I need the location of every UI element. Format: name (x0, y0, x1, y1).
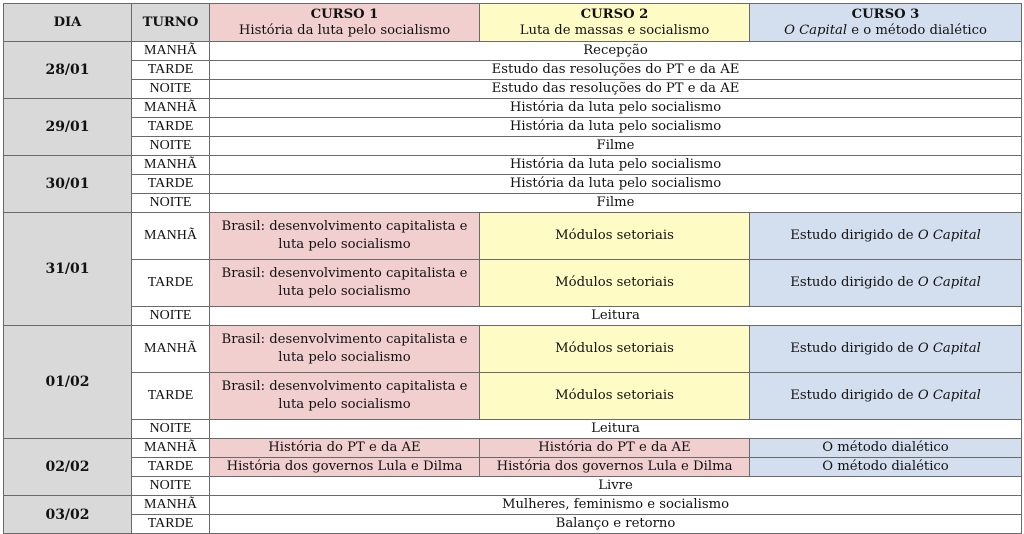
schedule-table (3, 3, 1022, 534)
activity-cell: Mulheres, feminismo e socialismo (210, 496, 1022, 515)
turno-cell: TARDE (132, 260, 210, 307)
table-row (4, 80, 1022, 99)
table-row (4, 137, 1022, 156)
curso1-cell: Brasil: desenvolvimento capitalista e luta pelo socialismo (210, 326, 480, 373)
curso3-cell: O método dialético (750, 458, 1022, 477)
table-row (4, 213, 1022, 260)
curso2-subtitle: Luta de massas e socialismo (519, 22, 710, 38)
curso3-cell-text: Estudo dirigido de (790, 388, 918, 403)
table-row (4, 439, 1022, 458)
table-row (4, 373, 1022, 420)
activity-cell: Estudo das resoluções do PT e da AE (210, 80, 1022, 99)
header-dia: DIA (4, 4, 132, 42)
turno-cell: MANHÃ (132, 213, 210, 260)
table-row (4, 477, 1022, 496)
activity-cell: Filme (210, 194, 1022, 213)
turno-cell: NOITE (132, 80, 210, 99)
day-cell: 03/02 (4, 496, 132, 534)
turno-cell: NOITE (132, 307, 210, 326)
turno-cell: MANHÃ (132, 439, 210, 458)
curso3-cell-italic: O Capital (917, 228, 981, 243)
activity-cell: Leitura (210, 420, 1022, 439)
turno-cell: TARDE (132, 61, 210, 80)
curso3-cell: O método dialético (750, 439, 1022, 458)
turno-cell: NOITE (132, 137, 210, 156)
table-row (4, 307, 1022, 326)
turno-cell: MANHÃ (132, 42, 210, 61)
curso1-cell: Brasil: desenvolvimento capitalista e luta pelo socialismo (210, 373, 480, 420)
activity-cell: História da luta pelo socialismo (210, 118, 1022, 137)
header-curso3 (750, 4, 1022, 42)
curso3-subtitle-italic: O Capital (784, 22, 848, 38)
turno-cell: MANHÃ (132, 156, 210, 175)
curso3-cell (750, 326, 1022, 373)
activity-cell: Filme (210, 137, 1022, 156)
table-row (4, 175, 1022, 194)
table-row (4, 156, 1022, 175)
table-row (4, 420, 1022, 439)
day-cell: 02/02 (4, 439, 132, 496)
header-turno: TURNO (132, 4, 210, 42)
turno-cell: NOITE (132, 477, 210, 496)
curso3-cell-italic: O Capital (917, 275, 981, 290)
header-curso1 (210, 4, 480, 42)
curso2-cell: Módulos setoriais (480, 213, 750, 260)
curso2-cell: História do PT e da AE (480, 439, 750, 458)
curso3-cell-text: Estudo dirigido de (790, 275, 918, 290)
curso1-cell: Brasil: desenvolvimento capitalista e luta pelo socialismo (210, 213, 480, 260)
curso1-title: CURSO 1 (310, 6, 379, 22)
activity-cell: Estudo das resoluções do PT e da AE (210, 61, 1022, 80)
curso3-cell (750, 373, 1022, 420)
table-row (4, 118, 1022, 137)
activity-cell: Leitura (210, 307, 1022, 326)
activity-cell: Recepção (210, 42, 1022, 61)
table-row (4, 260, 1022, 307)
header-curso2 (480, 4, 750, 42)
table-row (4, 61, 1022, 80)
day-cell: 31/01 (4, 213, 132, 326)
turno-cell: NOITE (132, 194, 210, 213)
turno-cell: MANHÃ (132, 496, 210, 515)
table-row (4, 326, 1022, 373)
turno-cell: TARDE (132, 175, 210, 194)
day-cell: 01/02 (4, 326, 132, 439)
curso3-cell-italic: O Capital (917, 388, 981, 403)
table-row (4, 458, 1022, 477)
activity-cell: História da luta pelo socialismo (210, 156, 1022, 175)
activity-cell: Balanço e retorno (210, 515, 1022, 534)
curso3-subtitle-rest: e o método dialético (847, 22, 987, 38)
curso2-title: CURSO 2 (580, 6, 649, 22)
table-row (4, 194, 1022, 213)
curso2-cell: Módulos setoriais (480, 326, 750, 373)
curso3-cell-text: Estudo dirigido de (790, 341, 918, 356)
curso2-cell: Módulos setoriais (480, 373, 750, 420)
activity-cell: História da luta pelo socialismo (210, 175, 1022, 194)
header-row (4, 4, 1022, 42)
curso1-subtitle: História da luta pelo socialismo (238, 22, 451, 38)
curso3-title: CURSO 3 (851, 6, 920, 22)
turno-cell: TARDE (132, 515, 210, 534)
table-row (4, 496, 1022, 515)
curso1-cell: História dos governos Lula e Dilma (210, 458, 480, 477)
table-row (4, 99, 1022, 118)
day-cell: 28/01 (4, 42, 132, 99)
turno-cell: TARDE (132, 458, 210, 477)
turno-cell: NOITE (132, 420, 210, 439)
turno-cell: TARDE (132, 118, 210, 137)
curso1-cell: História do PT e da AE (210, 439, 480, 458)
curso3-subtitle (752, 23, 1019, 39)
curso3-cell (750, 213, 1022, 260)
day-cell: 30/01 (4, 156, 132, 213)
curso3-cell (750, 260, 1022, 307)
turno-cell: MANHÃ (132, 99, 210, 118)
activity-cell: História da luta pelo socialismo (210, 99, 1022, 118)
day-cell: 29/01 (4, 99, 132, 156)
curso2-cell: História dos governos Lula e Dilma (480, 458, 750, 477)
curso3-cell-italic: O Capital (917, 341, 981, 356)
table-row (4, 515, 1022, 534)
curso3-cell-text: Estudo dirigido de (790, 228, 918, 243)
turno-cell: MANHÃ (132, 326, 210, 373)
curso1-cell: Brasil: desenvolvimento capitalista e luta pelo socialismo (210, 260, 480, 307)
curso2-cell: Módulos setoriais (480, 260, 750, 307)
turno-cell: TARDE (132, 373, 210, 420)
activity-cell: Livre (210, 477, 1022, 496)
table-row (4, 42, 1022, 61)
